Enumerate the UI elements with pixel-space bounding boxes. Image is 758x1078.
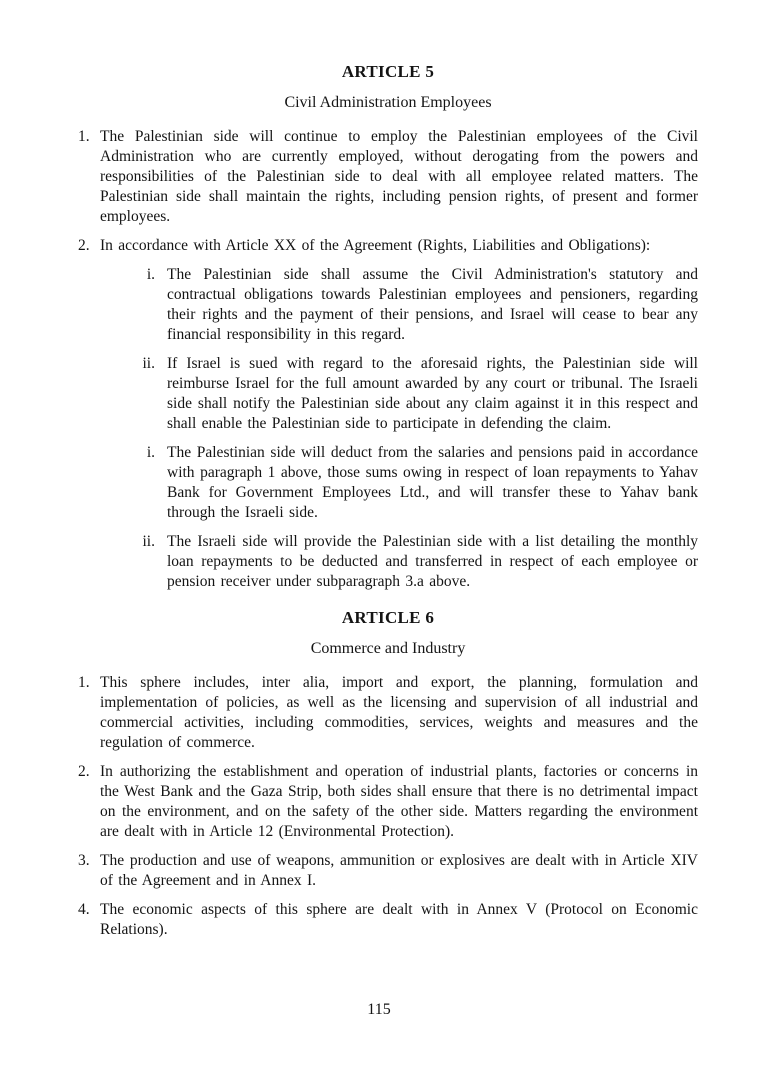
article-5-heading: ARTICLE 5 xyxy=(341,62,435,81)
item-text: This sphere includes, inter alia, import and export, the planning, formulation and implementation of policies, as well as the licensing and supervision of all industrial and commercial activities, including commodities, services, weights and measures and the regulation of commerce. xyxy=(100,674,698,751)
item-text: In authorizing the establishment and operation of industrial plants, factories or concerns in the West Bank and the Gaza Strip, both sides shall ensure that there is no detrimental impact on the environment, and on the safety of the other side. Matters regarding the environment are dealt with in Article 12 (Environmental Protection). xyxy=(100,763,698,840)
article-6-subheading: Commerce and Industry xyxy=(310,640,466,657)
subitem-text: If Israel is sued with regard to the aforesaid rights, the Palestinian side will reimburse Israel for the full amount awarded by any court or tribunal. The Israeli side shall notify the Palestinian side about any claim against it in this respect and shall enable the Palestinian side to participate in defending the claim. xyxy=(167,355,698,432)
item-text: The economic aspects of this sphere are dealt with in Annex V (Protocol on Economic Relations). xyxy=(100,901,698,938)
list-item xyxy=(78,762,698,842)
item-number: 2. xyxy=(78,763,90,780)
sub-list-item xyxy=(125,532,698,592)
list-item xyxy=(78,127,698,227)
sub-list xyxy=(100,265,698,592)
item-text: The production and use of weapons, ammunition or explosives are dealt with in Article XIV of the Agreement and in Annex I. xyxy=(100,852,698,889)
article-5-section xyxy=(78,60,698,592)
article-5-subheading: Civil Administration Employees xyxy=(284,94,492,111)
list-item xyxy=(78,851,698,891)
list-item xyxy=(78,236,698,592)
subitem-number: ii. xyxy=(142,533,155,550)
page-content xyxy=(78,60,698,949)
article-6-section xyxy=(78,606,698,940)
subitem-text: The Israeli side will provide the Palestinian side with a list detailing the monthly loan repayments to be deducted and transferred in respect of each employee or pension receiver under subparagraph 3.a above. xyxy=(167,533,698,590)
page-number: 115 xyxy=(367,1001,391,1018)
item-number: 4. xyxy=(78,901,90,918)
item-number: 2. xyxy=(78,237,90,254)
item-number: 1. xyxy=(78,674,90,691)
list-item xyxy=(78,900,698,940)
sub-list-item xyxy=(125,265,698,345)
subitem-number: ii. xyxy=(142,355,155,372)
sub-list-item xyxy=(125,354,698,434)
sub-list-item xyxy=(125,443,698,523)
subitem-number: i. xyxy=(146,266,155,283)
item-number: 3. xyxy=(78,852,90,869)
subitem-text: The Palestinian side shall assume the Civil Administration's statutory and contractual obligations towards Palestinian employees and pensioners, regarding their rights and the payment of their pensions, and Israel will cease to bear any financial responsibility in this regard. xyxy=(167,266,698,343)
article-6-heading: ARTICLE 6 xyxy=(341,608,435,627)
item-number: 1. xyxy=(78,128,90,145)
subitem-text: The Palestinian side will deduct from the salaries and pensions paid in accordance with paragraph 1 above, those sums owing in respect of loan repayments to Yahav Bank for Government Employees Ltd., and will transfer these to Yahav bank through the Israeli side. xyxy=(167,444,698,521)
item-text: In accordance with Article XX of the Agreement (Rights, Liabilities and Obligations): xyxy=(100,237,651,254)
item-text: The Palestinian side will continue to employ the Palestinian employees of the Civil Administration who are currently employed, without derogating from the powers and responsibilities of the Palestinian side to deal with all employee related matters. The Palestinian side shall maintain the rights, including pension rights, of present and former employees. xyxy=(100,128,698,225)
subitem-number: i. xyxy=(146,444,155,461)
list-item xyxy=(78,673,698,753)
